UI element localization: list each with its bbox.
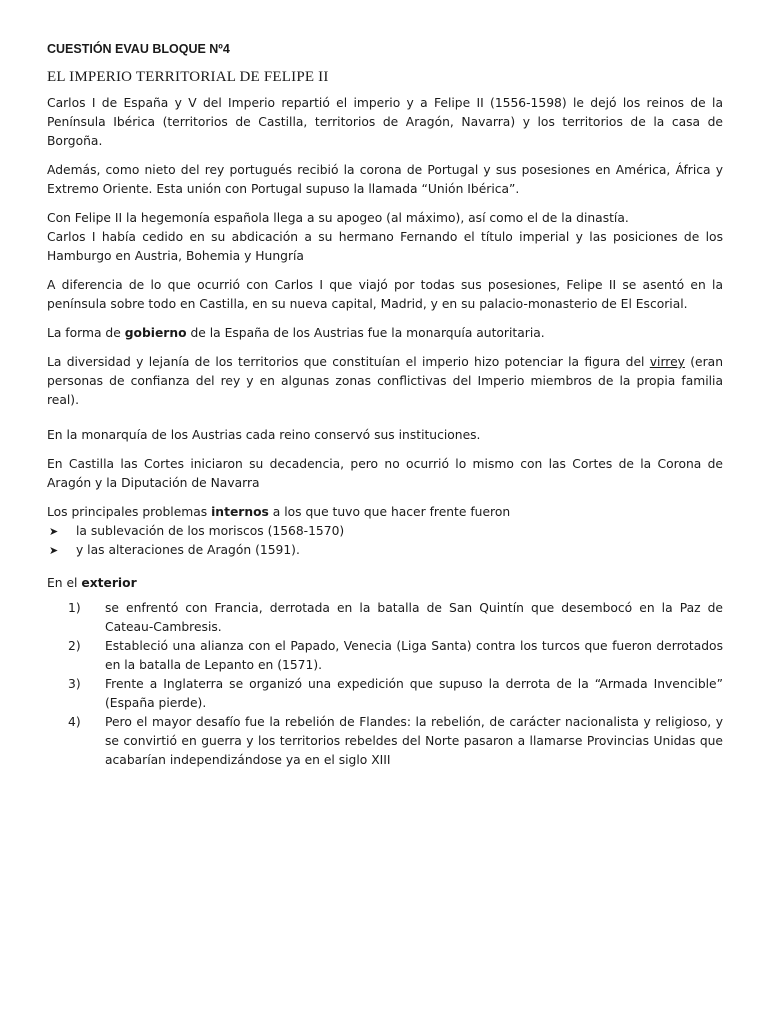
paragraph-hegemonia: Con Felipe II la hegemonía española llega a su apogeo (al máximo), así como el de la dinastía. — [47, 211, 629, 225]
numbered-item — [68, 675, 723, 713]
bullet-text: y las alteraciones de Aragón (1591). — [76, 543, 300, 557]
numbered-item — [68, 599, 723, 637]
paragraph-instituciones: En la monarquía de los Austrias cada reino conservó sus instituciones. — [47, 428, 481, 442]
paragraph-cortes: En Castilla las Cortes iniciaron su decadencia, pero no ocurrió lo mismo con las Cortes de la Corona de Aragón y la Diputación de Navarra — [47, 457, 723, 490]
bullet-list — [47, 522, 723, 560]
paragraph-internos — [47, 503, 723, 522]
paragraph-castilla: A diferencia de lo que ocurrió con Carlos I que viajó por todas sus posesiones, Felipe II se asentó en la península sobre todo en Castilla, en su nueva capital, Madrid, y en su palacio-monasterio de El Escorial. — [47, 278, 723, 311]
item-number: 1) — [68, 601, 81, 615]
text-segment: La diversidad y lejanía de los territorios que constituían el imperio hizo potenciar la figura del — [47, 355, 650, 369]
text-segment: (eran personas de confianza del rey y en algunas zonas conflictivas del Imperio miembros de la propia familia real). — [47, 355, 723, 407]
document-heading: CUESTIÓN EVAU BLOQUE Nº4 — [47, 42, 230, 56]
underlined-term-virrey: virrey — [649, 355, 685, 369]
item-number: 4) — [68, 715, 81, 729]
item-number: 3) — [68, 677, 81, 691]
item-text: se enfrentó con Francia, derrotada en la batalla de San Quintín que desembocó en la Paz de Cateau-Cambresis. — [105, 601, 723, 634]
paragraph-abdicacion: Carlos I había cedido en su abdicación a su hermano Fernando el título imperial y las posiciones de los Hamburgo en Austria, Bohemia y Hungría — [47, 230, 723, 263]
numbered-item — [68, 713, 723, 770]
bullet-item — [47, 522, 723, 541]
text-segment: La forma de — [47, 326, 125, 340]
bold-term-internos: internos — [211, 505, 269, 519]
numbered-item — [68, 637, 723, 675]
paragraph-exterior — [47, 574, 723, 593]
bullet-text: la sublevación de los moriscos (1568-1570) — [76, 524, 345, 538]
bullet-item — [47, 541, 723, 560]
item-text: Estableció una alianza con el Papado, Venecia (Liga Santa) contra los turcos que fueron derrotados en la batalla de Lepanto en (1571). — [105, 639, 723, 672]
paragraph-virrey — [47, 353, 723, 410]
document-title: EL IMPERIO TERRITORIAL DE FELIPE II — [47, 69, 329, 85]
text-segment: a los que tuvo que hacer frente fueron — [268, 505, 511, 519]
arrow-bullet-icon: ➤ — [49, 544, 59, 557]
paragraph-portugal: Además, como nieto del rey portugués recibió la corona de Portugal y sus posesiones en América, África y Extremo Oriente. Esta unión con Portugal supuso la llamada “Unión Ibérica”. — [47, 163, 723, 196]
numbered-list — [47, 599, 723, 770]
paragraph-reparto: Carlos I de España y V del Imperio repartió el imperio y a Felipe II (1556-1598) le dejó los reinos de la Península Ibérica (territorios de Castilla, territorios de Aragón, Navarra) y los territorios de la casa de Borgoña. — [47, 96, 723, 148]
paragraph-gobierno — [47, 324, 723, 343]
bold-term-exterior: exterior — [81, 576, 137, 590]
arrow-bullet-icon: ➤ — [49, 525, 59, 538]
text-segment: de la España de los Austrias fue la monarquía autoritaria. — [186, 326, 545, 340]
item-text: Frente a Inglaterra se organizó una expedición que supuso la derrota de la “Armada Invencible” (España pierde). — [105, 677, 723, 710]
item-number: 2) — [68, 639, 81, 653]
text-segment: En el — [47, 576, 82, 590]
item-text: Pero el mayor desafío fue la rebelión de Flandes: la rebelión, de carácter nacionalista y religioso, y se convirtió en guerra y los territorios rebeldes del Norte pasaron a llamarse Provincias Unidas que acabarían independizándose ya en el siglo XIII — [105, 715, 723, 767]
bold-term-gobierno: gobierno — [124, 326, 187, 340]
text-segment: Los principales problemas — [47, 505, 212, 519]
document-content — [47, 42, 723, 770]
